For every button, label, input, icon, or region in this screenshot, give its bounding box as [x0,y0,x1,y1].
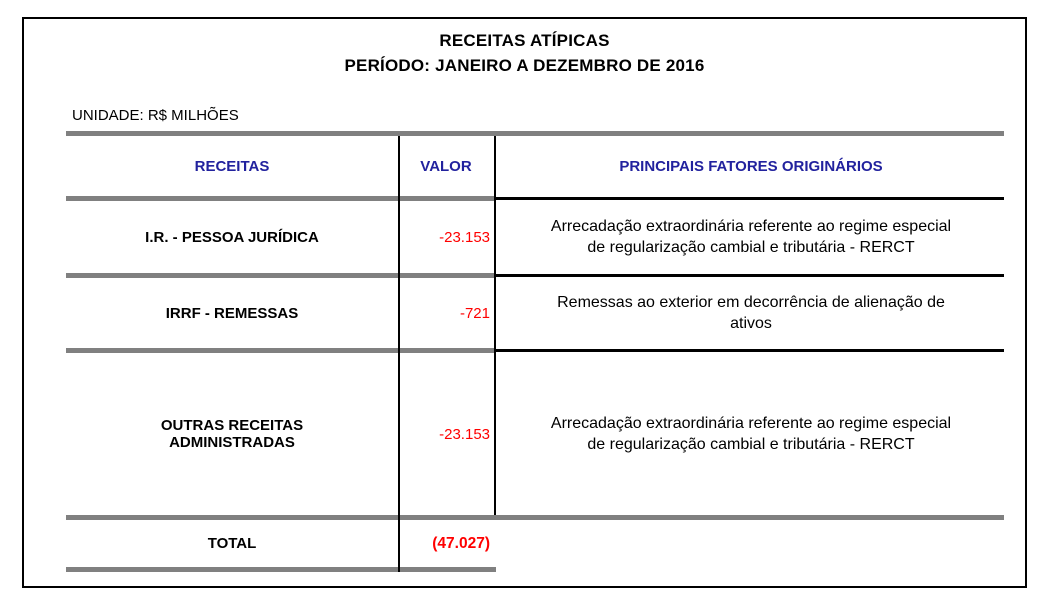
header-fatores [498,136,1004,196]
row-1-fator-line1: Arrecadação extraordinária referente ao regime especial [550,218,952,235]
row-2-fator-line2: ativos [730,315,772,332]
divider-bottom [66,567,496,572]
divider-row2-right [496,349,1004,352]
row-1-valor [400,201,492,273]
header-fatores-label: PRINCIPAIS FATORES ORIGINÁRIOS [619,157,883,175]
row-1-valor-text: -23.153 [439,228,490,246]
receitas-table [66,131,1004,577]
report-title-line2: PERÍODO: JANEIRO A DEZEMBRO DE 2016 [344,56,705,75]
header-valor [400,136,492,196]
row-1-receita [66,201,398,273]
report-title-line1: RECEITAS ATÍPICAS [439,31,610,50]
divider-header-right [496,197,1004,200]
row-2-fator-line1: Remessas ao exterior em decorrência de alienação de [557,294,945,311]
row-3-valor-text: -23.153 [439,425,490,443]
total-label-text: TOTAL [207,535,257,552]
total-row-label [66,520,398,567]
row-1-receita-text: I.R. - PESSOA JURÍDICA [145,228,319,246]
report-title [22,28,1027,78]
row-3-receita-line1: OUTRAS RECEITAS [160,417,304,434]
header-valor-label: VALOR [420,157,472,175]
header-receitas [66,136,398,196]
row-2-fator [498,278,1004,348]
row-2-receita-text: IRRF - REMESSAS [165,304,299,322]
row-3-fator-line2: de regularização cambial e tributária - RERCT [587,436,915,453]
row-3-receita [66,353,398,515]
row-3-fator-line1: Arrecadação extraordinária referente ao regime especial [550,415,952,432]
total-row-value [400,520,492,567]
row-2-receita [66,278,398,348]
total-value-text: (47.027) [432,534,490,552]
unit-label: UNIDADE: R$ MILHÕES [72,107,239,124]
row-3-valor [400,353,492,515]
row-1-fator [498,201,1004,273]
row-3-receita-line2: ADMINISTRADAS [169,434,295,451]
row-2-valor-text: -721 [459,304,490,322]
column-divider-2 [494,136,496,515]
row-2-valor [400,278,492,348]
row-3-fator [498,353,1004,515]
divider-row1-right [496,274,1004,277]
header-receitas-label: RECEITAS [194,157,270,175]
row-1-fator-line2: de regularização cambial e tributária - RERCT [587,239,915,256]
